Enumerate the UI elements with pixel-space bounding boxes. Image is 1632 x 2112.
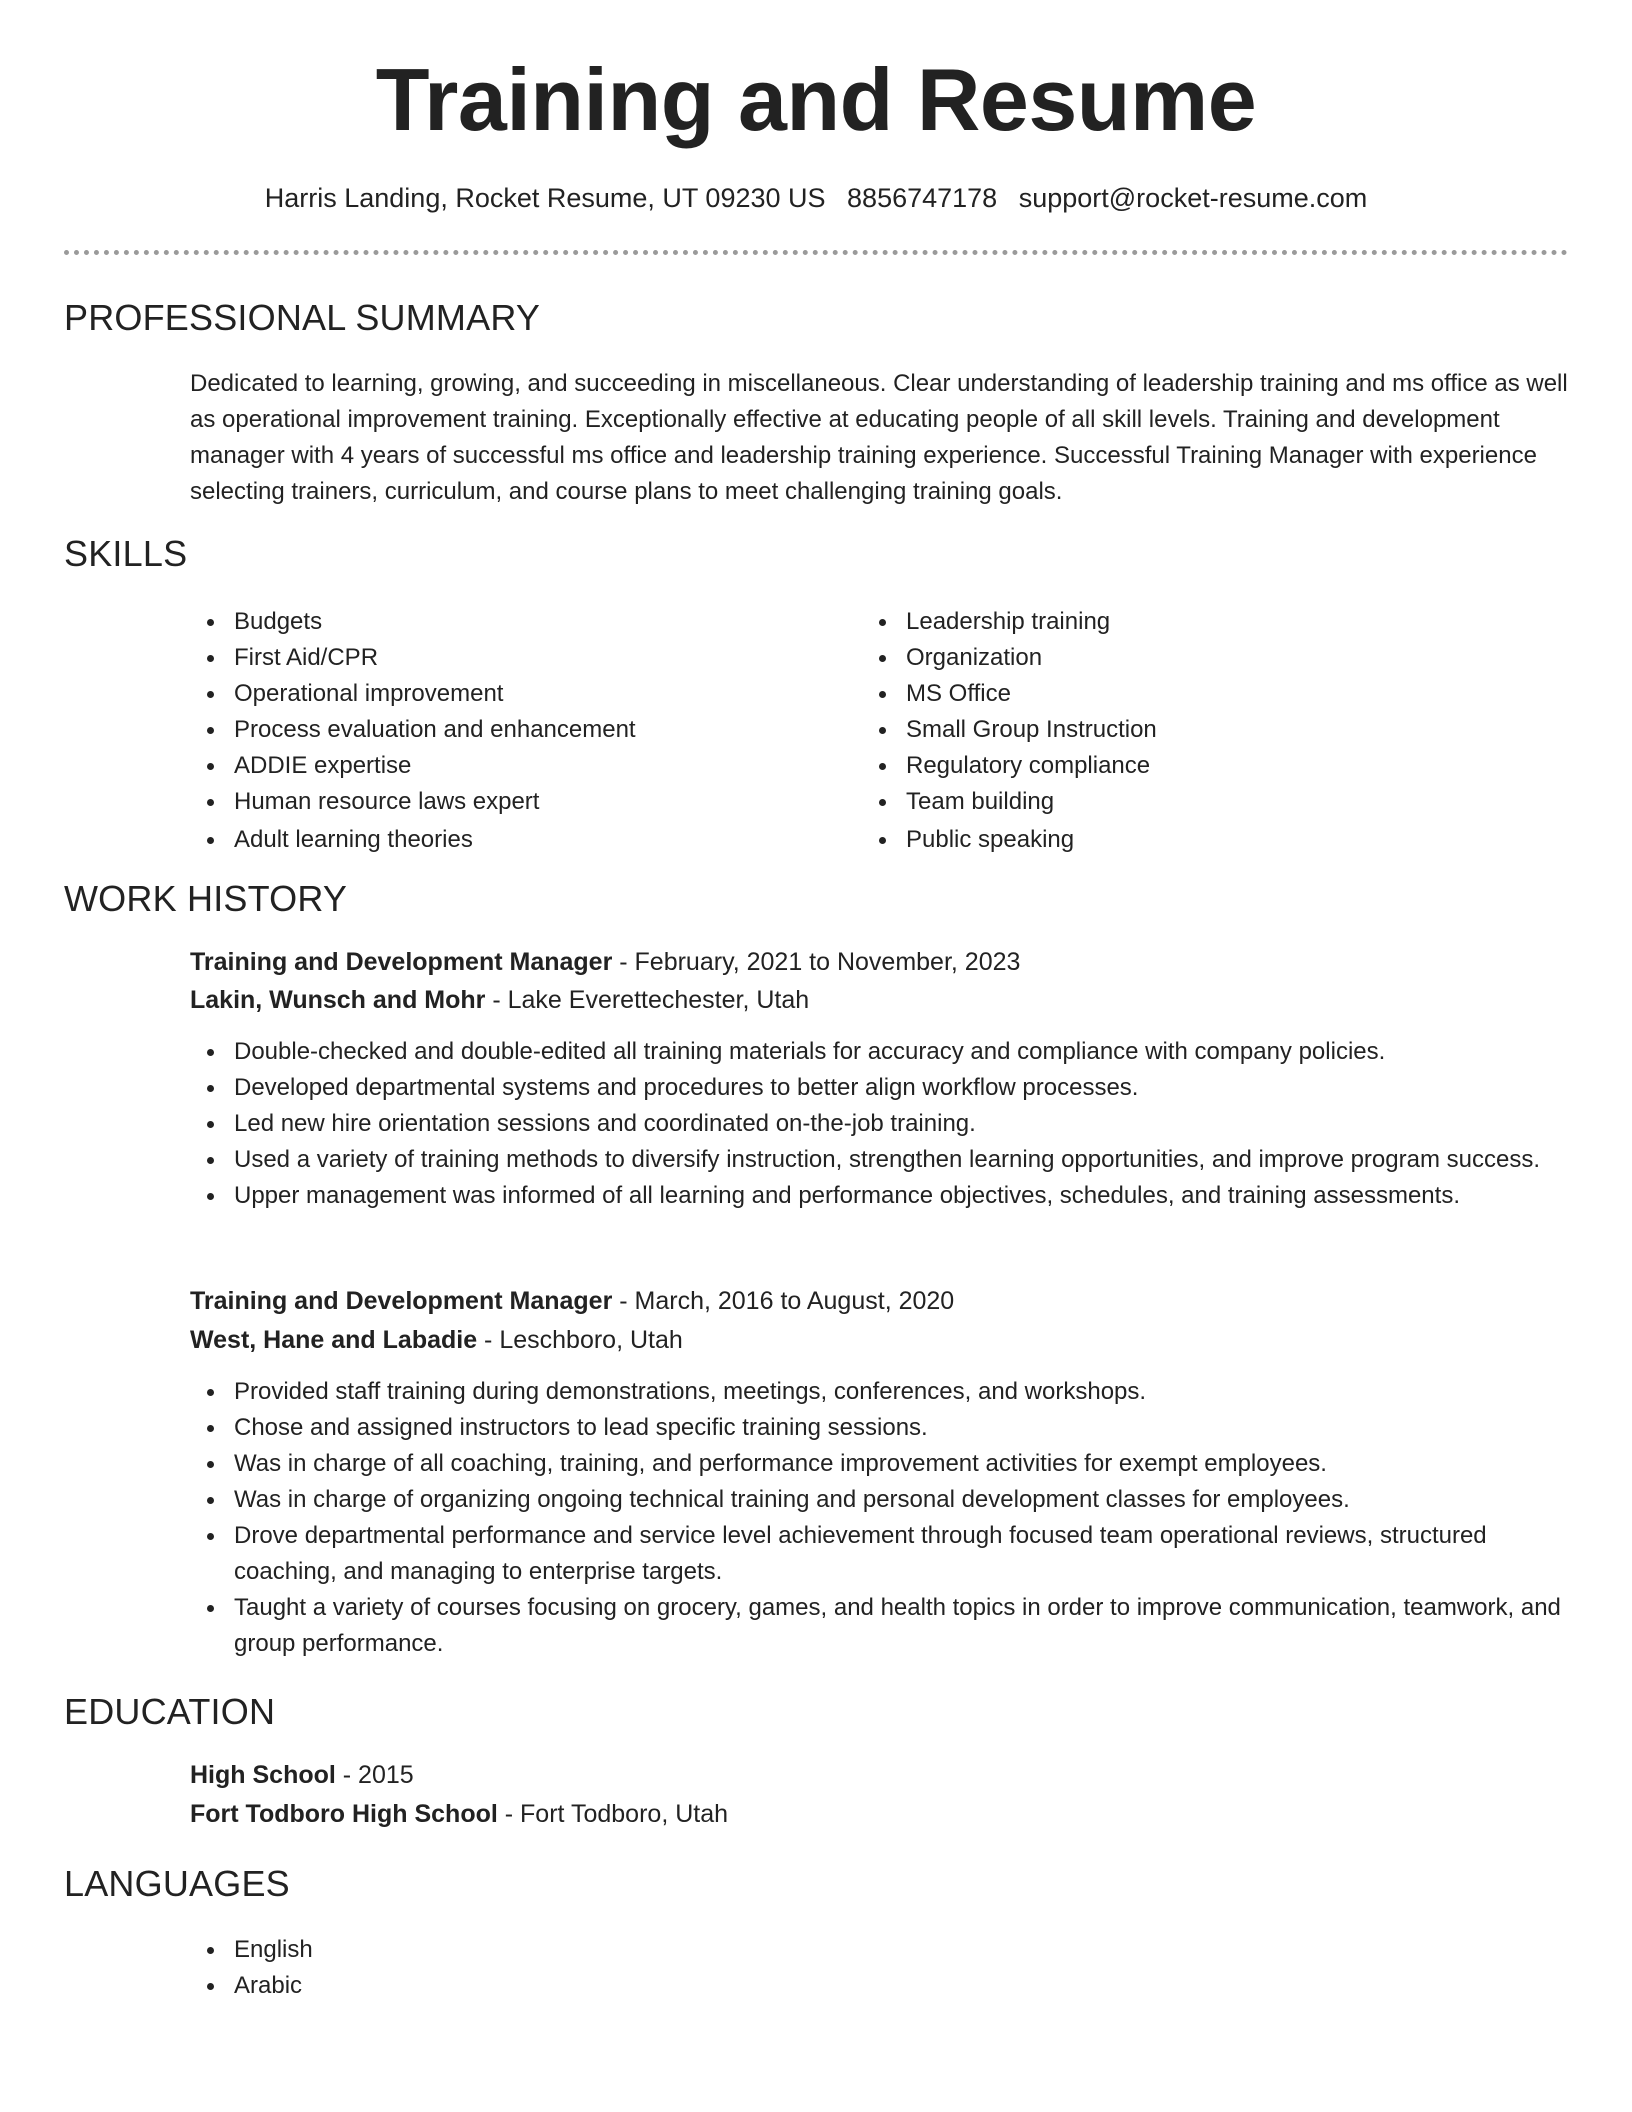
work-history-heading: WORK HISTORY [64,878,348,919]
job-bullet: Double-checked and double-edited all training materials for accuracy and compliance with company policies. [190,1034,1580,1070]
education-degree: High School [190,1761,336,1789]
skill-item: Organization [862,640,1502,676]
job-bullet: Was in charge of all coaching, training, and performance improvement activities for exempt employees. [190,1446,1580,1482]
contact-address: Harris Landing, Rocket Resume, UT 09230 US [264,183,826,213]
skill-item: Process evaluation and enhancement [190,712,830,748]
contact-line [0,182,1632,214]
skill-item: ADDIE expertise [190,748,830,784]
job-bullet: Upper management was informed of all learning and performance objectives, schedules, and training assessments. [190,1178,1580,1214]
contact-email: support@rocket-resume.com [1018,183,1368,213]
education-location: - Fort Todboro, Utah [497,1800,729,1828]
skill-item: Leadership training [862,604,1502,640]
job-title-line [190,1281,954,1321]
job-location: - Leschboro, Utah [477,1326,683,1354]
education-degree-line [190,1755,414,1795]
skills-heading: SKILLS [64,533,188,574]
education-heading: EDUCATION [64,1691,276,1732]
job-bullet: Used a variety of training methods to diversify instruction, strengthen learning opportunities, and improve program success. [190,1142,1580,1178]
skill-item: Small Group Instruction [862,712,1502,748]
job-location: - Lake Everettechester, Utah [485,986,810,1014]
language-item: English [190,1932,1580,1968]
skill-item: Team building [862,784,1502,820]
job-title-line [190,942,1020,982]
job-bullet: Chose and assigned instructors to lead specific training sessions. [190,1410,1580,1446]
job-dates: - March, 2016 to August, 2020 [612,1287,955,1315]
skill-item: Operational improvement [190,676,830,712]
job-bullets [190,1374,1580,1662]
summary-text: Dedicated to learning, growing, and succeeding in miscellaneous. Clear understanding of leadership training and ms office as well as operational improvement training. Exceptionally effective at educating people of all skill levels. Training and development manager with 4 years of successful ms office and leadership training experience. Successful Training Manager with experience selecting trainers, curriculum, and course plans to meet challenging training goals. [190,370,1568,505]
header-divider [64,250,1568,255]
job-company-line [190,1320,683,1360]
education-year: - 2015 [335,1761,414,1789]
contact-phone: 8856747178 [847,183,998,213]
skill-item: First Aid/CPR [190,640,830,676]
job-bullet: Was in charge of organizing ongoing technical training and personal development classes for employees. [190,1482,1580,1518]
skill-item: Regulatory compliance [862,748,1502,784]
summary-heading: PROFESSIONAL SUMMARY [64,297,541,338]
skill-item: Adult learning theories [190,822,830,858]
job-dates: - February, 2021 to November, 2023 [612,948,1021,976]
candidate-name: Training and Resume [375,50,1257,149]
education-school-line [190,1794,728,1834]
job-bullets [190,1034,1580,1214]
skills-list-left [190,604,830,858]
education-school: Fort Todboro High School [190,1800,498,1828]
skill-item: Budgets [190,604,830,640]
job-bullet: Drove departmental performance and service level achievement through focused team operational reviews, structured coaching, and managing to enterprise targets. [190,1518,1580,1590]
job-bullet: Provided staff training during demonstrations, meetings, conferences, and workshops. [190,1374,1580,1410]
job-company: West, Hane and Labadie [190,1326,478,1354]
languages-list [190,1932,1580,2004]
job-role: Training and Development Manager [190,1287,613,1315]
job-bullet: Developed departmental systems and procedures to better align workflow processes. [190,1070,1580,1106]
skill-item: Human resource laws expert [190,784,830,820]
skill-item: Public speaking [862,822,1502,858]
job-bullet: Led new hire orientation sessions and coordinated on-the-job training. [190,1106,1580,1142]
job-bullet: Taught a variety of courses focusing on grocery, games, and health topics in order to improve communication, teamwork, and group performance. [190,1590,1580,1662]
languages-heading: LANGUAGES [64,1863,290,1904]
job-role: Training and Development Manager [190,948,613,976]
job-company: Lakin, Wunsch and Mohr [190,986,486,1014]
language-item: Arabic [190,1968,1580,2004]
job-company-line [190,980,809,1020]
skills-list-right [862,604,1502,858]
skill-item: MS Office [862,676,1502,712]
